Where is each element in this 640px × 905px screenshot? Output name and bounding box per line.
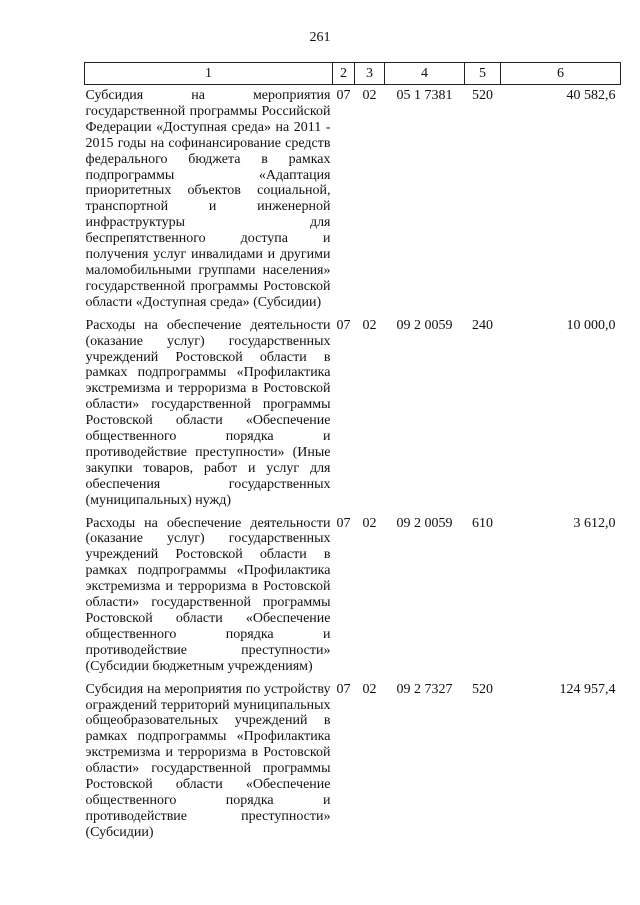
header-col-5: 5 [465, 63, 501, 85]
row-amount: 10 000,0 [566, 317, 616, 333]
header-col-1: 1 [85, 63, 333, 85]
header-col-6: 6 [501, 63, 621, 85]
budget-table [84, 62, 621, 845]
header-col-3: 3 [355, 63, 385, 85]
table-header-row [85, 63, 621, 85]
row-amount: 3 612,0 [573, 515, 616, 531]
row-name: Расходы на обеспечение деятельности (оказание услуг) государственных учреждений Ростовской области в рамках подпрограммы «Профилактика экстремизма и терроризма в Ростовской области» государственной программы Ростовской области «Обеспечение общественного порядка и противодействие преступности» (Субсидии бюджетным учреждениям) [85, 515, 331, 674]
row-amount: 124 957,4 [559, 681, 616, 697]
row-subsection: 02 [362, 681, 377, 697]
page-number: 261 [309, 30, 331, 45]
table-row [85, 513, 621, 679]
row-amount: 40 582,6 [566, 88, 616, 103]
row-name: Расходы на обеспечение деятельности (оказание услуг) государственных учреждений Ростовской области в рамках подпрограммы «Профилактика экстремизма и терроризма в Ростовской области» государственной программы Ростовской области «Обеспечение общественного порядка и противодействие преступности» (Иные закупки товаров, работ и услуг для обеспечения государственных (муниципальных) нужд) [85, 317, 331, 508]
row-target-code: 05 1 7381 [396, 88, 453, 103]
row-target-code: 09 2 7327 [396, 681, 453, 697]
row-expense-type: 240 [472, 317, 493, 333]
row-section: 07 [336, 88, 351, 103]
table-row [85, 315, 621, 513]
row-subsection: 02 [362, 515, 377, 531]
table-row [85, 85, 621, 315]
row-subsection: 02 [362, 317, 377, 333]
header-col-4: 4 [385, 63, 465, 85]
row-section: 07 [336, 317, 351, 333]
table-row [85, 679, 621, 845]
row-target-code: 09 2 0059 [396, 317, 453, 333]
row-expense-type: 520 [472, 681, 493, 697]
row-expense-type: 520 [472, 88, 493, 103]
row-section: 07 [336, 515, 351, 531]
row-section: 07 [336, 681, 351, 697]
row-name: Субсидия на мероприятия государственной программы Российской Федерации «Доступная среда» на 2011 - 2015 годы на софинансирование средств федерального бюджета в рамках подпрограммы «Адаптация приоритетных объектов социальной, транспортной и инженерной инфраструктуры для беспрепятственного доступа и получения услуг инвалидами и другими маломобильными группами населения» государственной программы Ростовской области «Доступная среда» (Субсидии) [85, 88, 331, 310]
header-col-2: 2 [333, 63, 355, 85]
row-name: Субсидия на мероприятия по устройству ограждений территорий муниципальных общеобразовательных учреждений в рамках подпрограммы «Профилактика экстремизма и терроризма в Ростовской области» государственной программы Ростовской области «Обеспечение общественного порядка и противодействие преступности» (Субсидии) [85, 681, 331, 840]
row-subsection: 02 [362, 88, 377, 103]
row-target-code: 09 2 0059 [396, 515, 453, 531]
row-expense-type: 610 [472, 515, 493, 531]
